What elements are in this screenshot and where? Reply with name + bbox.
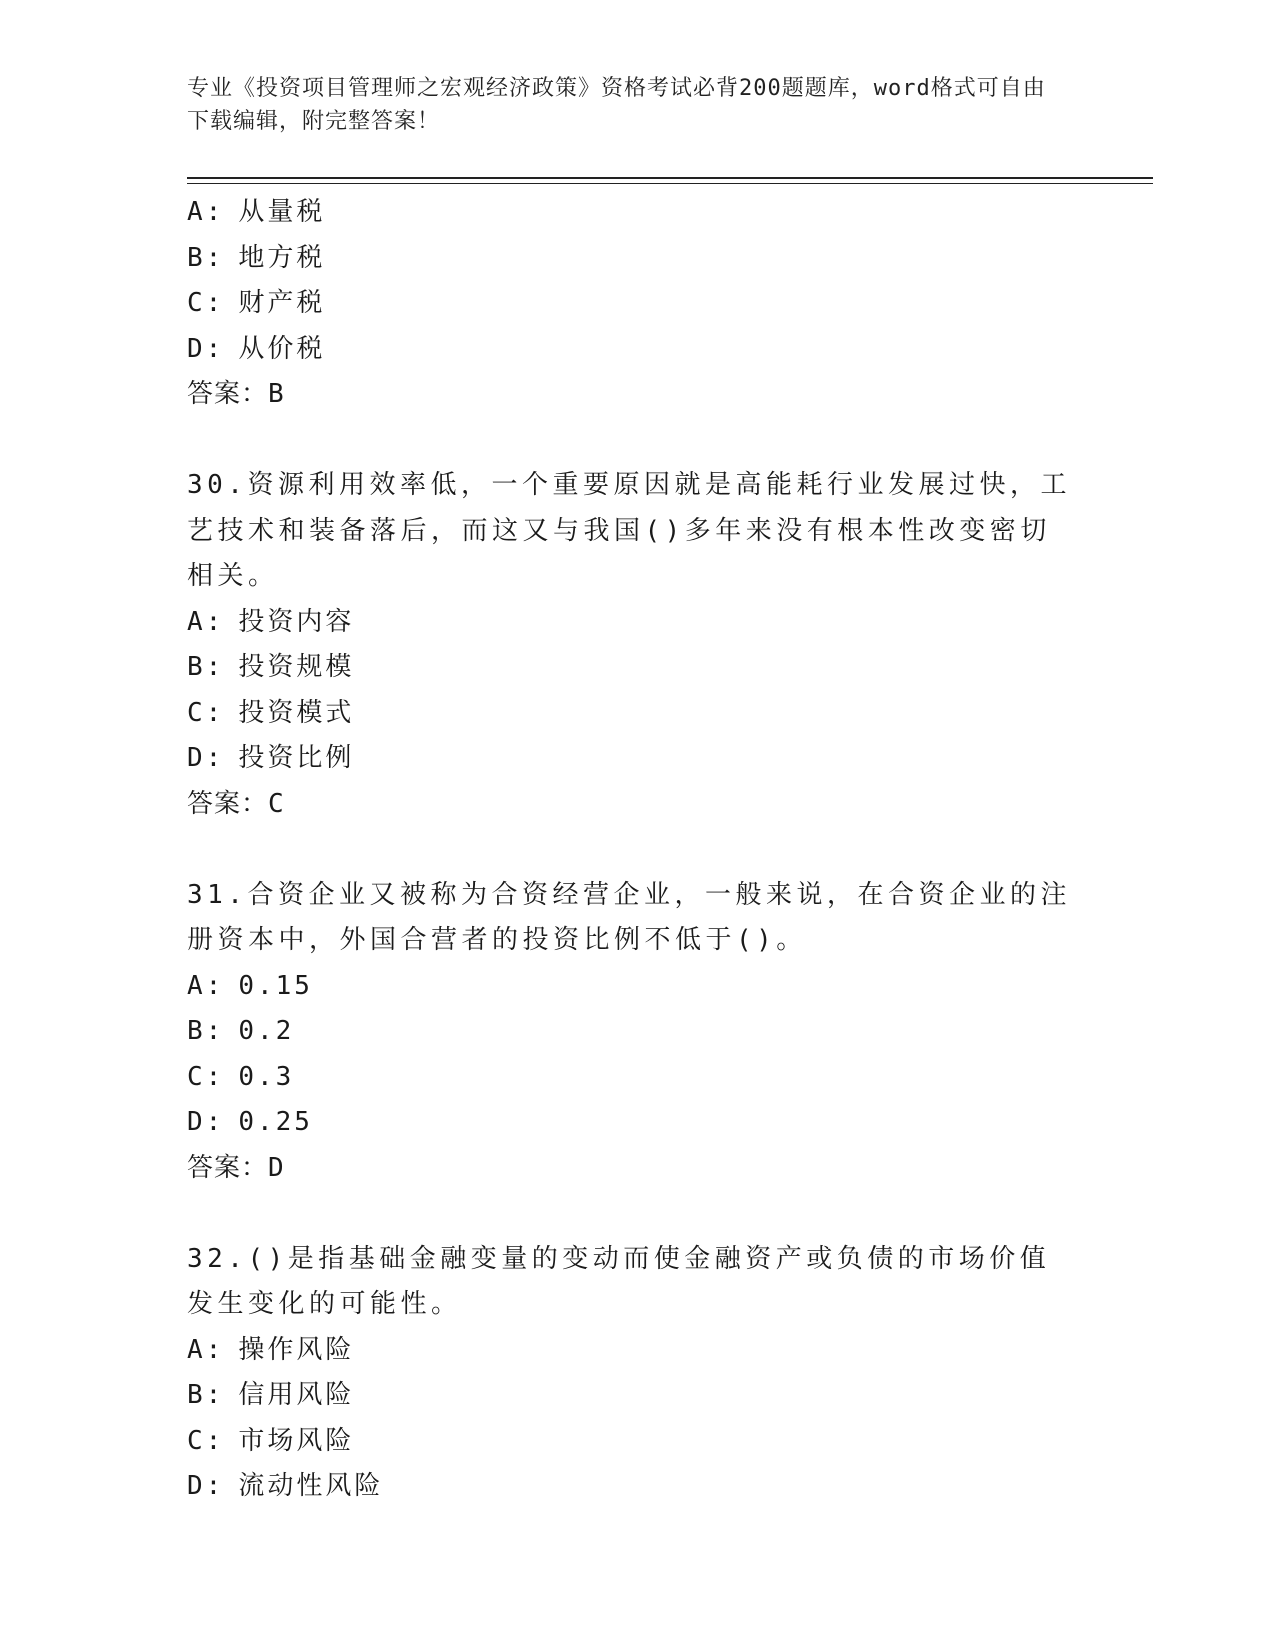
option-text: 市场风险	[238, 1425, 355, 1456]
option-letter: C:	[187, 288, 225, 318]
option-text: 流动性风险	[238, 1471, 384, 1501]
option-text: 操作风险	[238, 1334, 355, 1365]
question-32	[187, 1237, 1087, 1510]
option-text: 0.25	[238, 1107, 313, 1137]
question-31	[187, 873, 1087, 1192]
option-d	[187, 327, 1087, 373]
option-letter: A:	[187, 606, 225, 637]
option-text: 从价税	[238, 333, 326, 364]
option-b	[187, 645, 1087, 691]
option-letter: B:	[187, 1016, 225, 1046]
option-a	[187, 964, 1087, 1010]
answer-line: 答案：C	[187, 788, 285, 819]
option-c	[187, 691, 1087, 737]
option-letter: B:	[187, 1380, 225, 1410]
spacer	[187, 827, 1087, 873]
question-30	[187, 463, 1087, 827]
option-c	[187, 1055, 1087, 1101]
question-list	[187, 190, 1087, 1510]
option-b	[187, 1373, 1087, 1419]
answer-line: 答案：D	[187, 1152, 285, 1183]
option-d	[187, 1100, 1087, 1146]
header-divider-thick	[187, 177, 1153, 179]
option-letter: C:	[187, 1061, 225, 1092]
option-a	[187, 1328, 1087, 1374]
option-letter: A:	[187, 197, 225, 227]
option-text: 投资比例	[238, 743, 355, 773]
option-letter: D:	[187, 333, 225, 364]
option-c	[187, 281, 1087, 327]
option-text: 0.3	[238, 1061, 295, 1092]
option-letter: B:	[187, 242, 225, 273]
option-text: 信用风险	[238, 1380, 355, 1410]
option-letter: A:	[187, 970, 225, 1001]
option-letter: C:	[187, 1425, 225, 1456]
option-a	[187, 600, 1087, 646]
spacer	[187, 418, 1087, 464]
option-letter: B:	[187, 652, 225, 682]
option-d	[187, 736, 1087, 782]
option-letter: D:	[187, 1471, 225, 1501]
option-a	[187, 190, 1087, 236]
option-letter: D:	[187, 743, 225, 773]
question-stem: 31.合资企业又被称为合资经营企业，一般来说，在合资企业的注册资本中，外国合营者的投资比例不低于()。	[187, 879, 1071, 955]
answer-line: 答案：B	[187, 379, 285, 409]
option-text: 从量税	[238, 197, 326, 227]
option-text: 投资规模	[238, 652, 355, 682]
question-stem: 30.资源利用效率低，一个重要原因就是高能耗行业发展过快，工艺技术和装备落后，而这又与我国()多年来没有根本性改变密切相关。	[187, 470, 1071, 591]
option-b	[187, 1009, 1087, 1055]
question-stem: 32.()是指基础金融变量的变动而使金融资产或负债的市场价值发生变化的可能性。	[187, 1243, 1051, 1319]
option-b	[187, 236, 1087, 282]
document-header: 专业《投资项目管理师之宏观经济政策》资格考试必背200题题库，word格式可自由下载编辑，附完整答案！	[187, 76, 1046, 134]
option-text: 投资内容	[238, 606, 355, 637]
option-letter: D:	[187, 1107, 225, 1137]
option-text: 0.2	[238, 1016, 295, 1046]
option-text: 财产税	[238, 288, 326, 318]
option-text: 投资模式	[238, 697, 355, 728]
option-letter: C:	[187, 697, 225, 728]
option-letter: A:	[187, 1334, 225, 1365]
header-divider-thin	[187, 183, 1153, 184]
option-d	[187, 1464, 1087, 1510]
option-c	[187, 1419, 1087, 1465]
option-text: 0.15	[238, 970, 313, 1001]
option-text: 地方税	[238, 242, 326, 273]
question-29-tail	[187, 190, 1087, 418]
spacer	[187, 1191, 1087, 1237]
